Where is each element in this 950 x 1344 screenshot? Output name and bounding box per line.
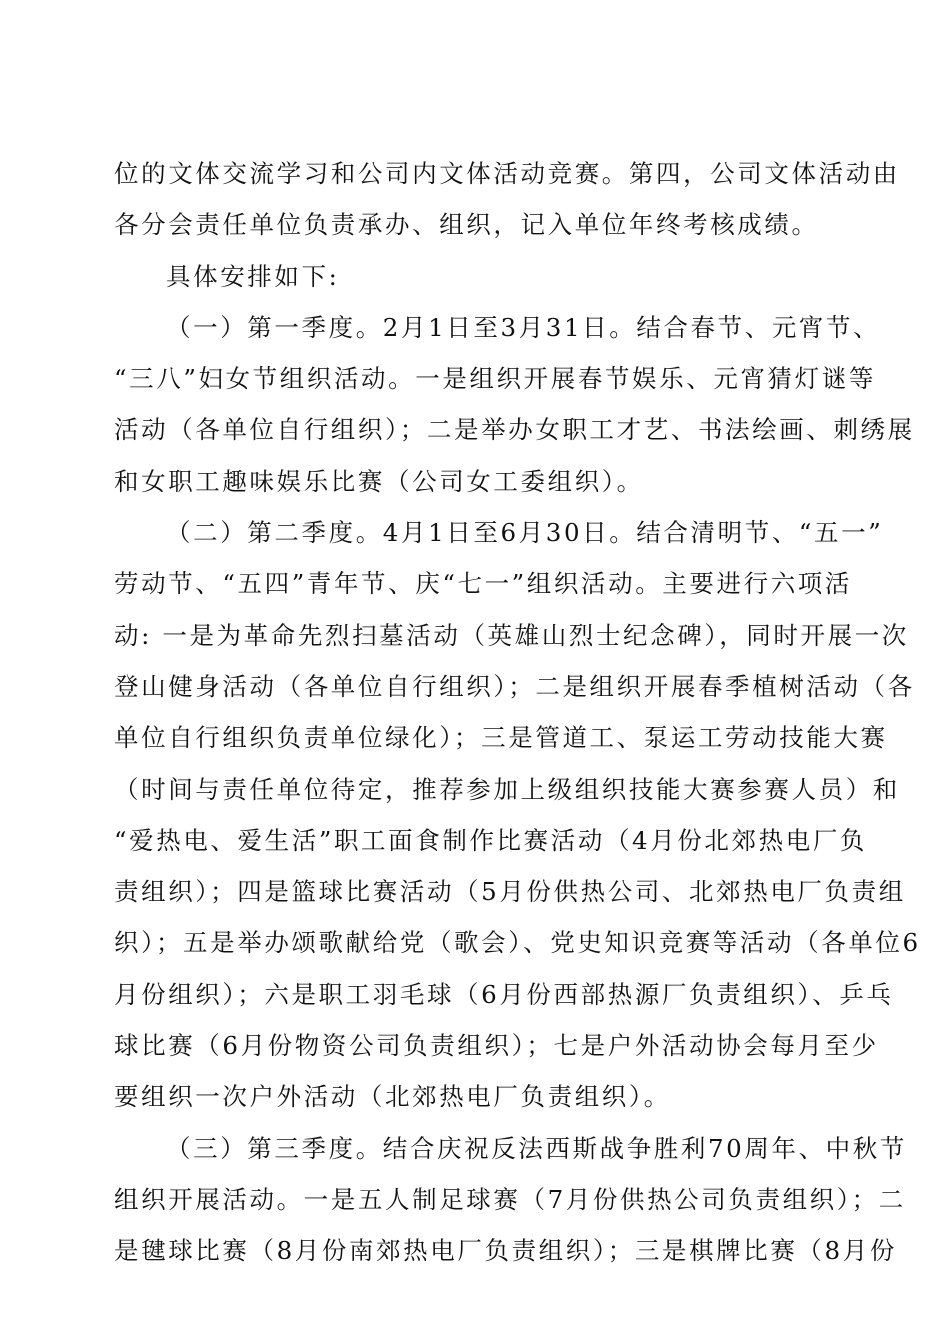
text-line: （三）第三季度。结合庆祝反法西斯战争胜利70周年、中秋节 [166,1133,907,1163]
text-line: （时间与责任单位待定，推荐参加上级组织技能大赛参赛人员）和 [114,774,900,804]
text-line: 劳动节、“五四”青年节、庆“七一”组织活动。主要进行六项活 [114,569,852,599]
text-line: 动: 一是为革命先烈扫墓活动（英雄山烈士纪念碑），同时开展一次 [114,620,909,650]
text-line: “爱热电、爱生活”职工面食制作比赛活动（4月份北郊热电厂负 [114,825,868,855]
text-line: 球比赛（6月份物资公司负责组织）；七是户外活动协会每月至少 [114,1031,879,1061]
text-line: 活动（各单位自行组织）；二是举办女职工才艺、书法绘画、刺绣展 [114,415,915,445]
text-line: 登山健身活动（各单位自行组织）；二是组织开展春季植树活动（各 [114,671,915,701]
text-line: 要组织一次户外活动（北郊热电厂负责组织）。 [114,1082,671,1112]
text-line: （一）第一季度。2月1日至3月31日。结合春节、元宵节、 [166,312,881,342]
text-line: （二）第二季度。4月1日至6月30日。结合清明节、“五一” [166,518,884,548]
document-body [114,148,921,1277]
text-line: 具体安排如下: [166,261,340,291]
text-line: 织）；五是举办颂歌献给党（歌会）、党史知识竞赛等活动（各单位6 [114,928,921,958]
text-line: 月份组织）；六是职工羽毛球（6月份西部热源厂负责组织）、乒乓 [114,979,894,1009]
text-line: 位的文体交流学习和公司内文体活动竞赛。第四，公司文体活动由 [114,159,900,188]
text-line: 是毽球比赛（8月份南郊热电厂负责组织）；三是棋牌比赛（8月份 [114,1236,897,1266]
text-line: 各分会责任单位负责承办、组织，记入单位年终考核成绩。 [114,210,819,240]
text-line: 和女职工趣味娱乐比赛（公司女工委组织）。 [114,466,644,496]
text-line: 责组织）；四是篮球比赛活动（5月份供热公司、北郊热电厂负责组 [114,877,906,907]
text-line: 组织开展活动。一是五人制足球赛（7月份供热公司负责组织）；二 [114,1184,906,1214]
text-line: 单位自行组织负责单位绿化）；三是管道工、泵运工劳动技能大赛 [114,723,888,753]
text-line: “三八”妇女节组织活动。一是组织开展春节娱乐、元宵猜灯谜等 [114,364,876,394]
